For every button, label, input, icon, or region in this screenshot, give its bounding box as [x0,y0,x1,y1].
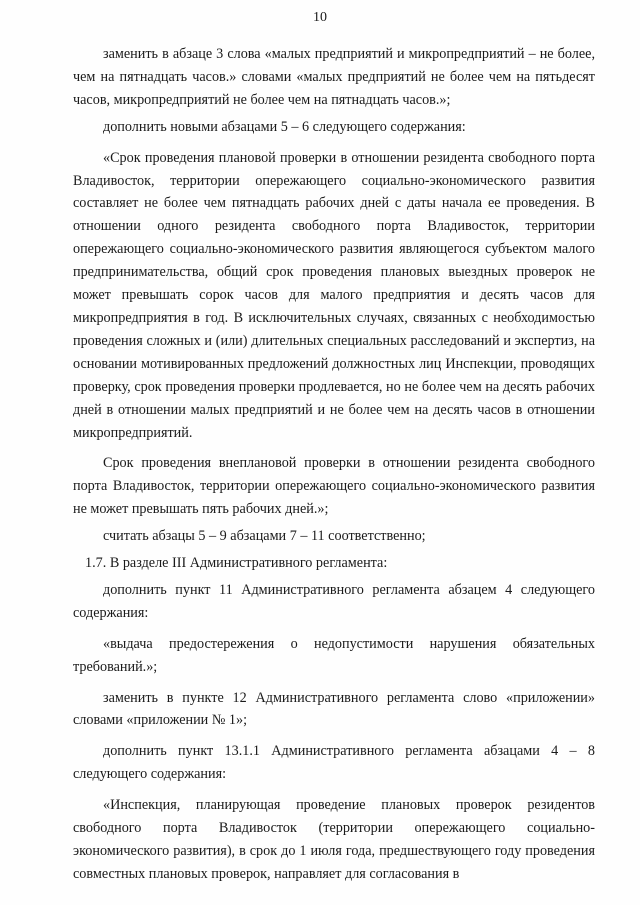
paragraph-planned-inspection-term: «Срок проведения плановой проверки в отношении резидента свободного порта Владивосток, территории опережающего социально-экономического развития составляет не более чем пятнадцать рабочих дней с даты начала ее проведения. В отношении одного резидента свободного порта Владивосток, территории опережающего социально-экономического развития являющегося субъектом малого предпринимательства, общий срок проведения плановых выездных проверок не может превышать сорок часов для малого предприятия и десять часов для микропредприятия в год. В исключительных случаях, связанных с необходимостью проведения сложных и (или) длительных специальных расследований и экспертиз, на основании мотивированных предложений должностных лиц Инспекции, проводящих проверку, срок проведения проверки продлевается, но не более чем на десять рабочих дней в отношении малых предприятий и не более чем на десять часов в отношении микропредприятий. [73,149,595,441]
paragraph-inspection-planning: «Инспекция, планирующая проведение плановых проверок резидентов свободного порта Владивосток (территории опережающего социально-экономического развития), в срок до 1 июля года, предшествующего году проведения совместных плановых проверок, направляет для согласования в [73,797,595,882]
paragraph-add-to-item-11: дополнить пункт 11 Административного регламента абзацем 4 следующего содержания: [73,581,595,621]
paragraph-add-to-item-13-1-1: дополнить пункт 13.1.1 Административного регламента абзацами 4 – 8 следующего содержания: [73,743,595,783]
paragraph-section-1-7: 1.7. В разделе III Административного регламента: [85,555,388,572]
page-number: 10 [313,10,327,25]
paragraph-replace-in-item-12: заменить в пункте 12 Административного регламента слово «приложении» словами «приложении № 1»; [73,689,595,729]
paragraph-warning-issuance: «выдача предостережения о недопустимости нарушения обязательных требований.»; [73,635,595,675]
paragraph-replace-paragraph-3: заменить в абзаце 3 слова «малых предприятий и микропредприятий – не более, чем на пятнадцать часов.» словами «малых предприятий не более чем на пятьдесят часов, микропредприятий не более чем на пятнадцать часов.»; [73,46,595,108]
paragraph-add-paragraphs-5-6: дополнить новыми абзацами 5 – 6 следующего содержания: [103,118,466,135]
paragraph-renumber-paragraphs: считать абзацы 5 – 9 абзацами 7 – 11 соответственно; [103,528,426,545]
paragraph-unscheduled-inspection-term: Срок проведения внеплановой проверки в отношении резидента свободного порта Владивосток, территории опережающего социально-экономического развития не может превышать пять рабочих дней.»; [73,455,595,518]
document-body [73,43,595,886]
